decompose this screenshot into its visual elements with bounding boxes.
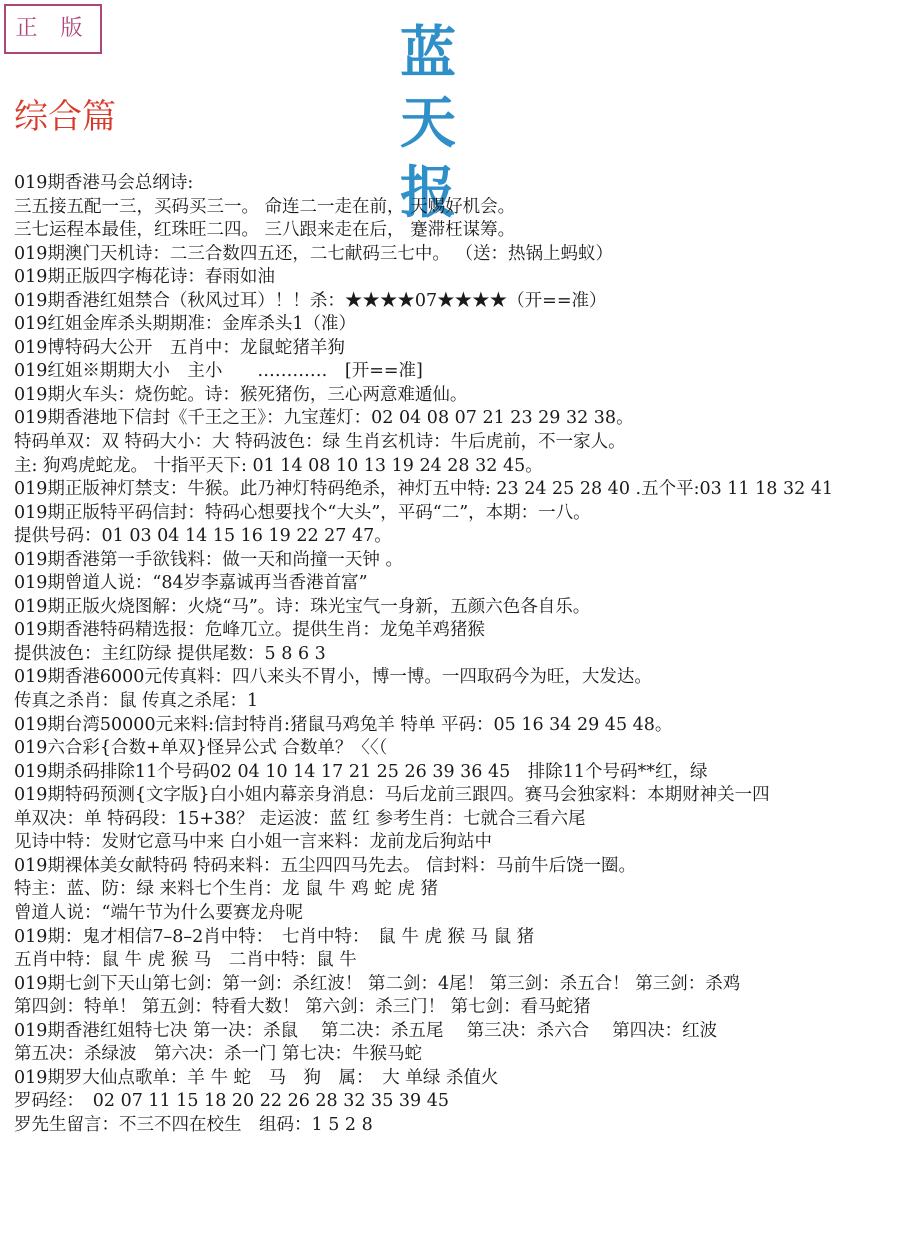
text-line: 019期正版火烧图解：火烧“马”。诗：珠光宝气一身新，五颜六色各自乐。: [14, 596, 591, 617]
text-line: 见诗中特：发财它意马中来 白小姐一言来料：龙前龙后狗站中: [14, 832, 493, 853]
text-line: 019期台湾50000元来料:信封特肖:猪鼠马鸡兔羊 特单 平码：05 16 34 29 45 48。: [14, 714, 673, 735]
text-line: 第四剑：特单！ 第五剑：特看大数！ 第六剑：杀三门！ 第七剑：看马蛇猪: [14, 997, 591, 1018]
text-line: 019红姐※期期大小 主小 ………… [开==准]: [14, 361, 423, 382]
text-line: 019期澳门天机诗：二三合数四五还，二七献码三七中。 （送：热锅上蚂蚁）: [14, 243, 613, 264]
text-line: 提供号码：01 03 04 14 15 16 19 22 27 47。: [14, 526, 392, 547]
page-title: 蓝 天 报: [400, 20, 520, 226]
text-line: 019期七剑下天山第七剑：第一剑：杀红波！ 第二剑：4尾！ 第三剑：杀五合！ 第三剑：杀鸡: [14, 973, 741, 994]
text-line: 019期香港红姐禁合（秋风过耳）！！杀：★★★★07★★★★（开==准）: [14, 290, 607, 311]
text-line: 019期：鬼才相信7–8–2肖中特： 七肖中特： 鼠 牛 虎 猴 马 鼠 猪: [14, 926, 535, 947]
text-line: 五肖中特：鼠 牛 虎 猴 马 二肖中特：鼠 牛: [14, 950, 357, 971]
text-line: 提供波色：主红防绿 提供尾数：5 8 6 3: [14, 643, 326, 664]
text-line: 019期香港红姐特七决 第一决：杀鼠 第二决：杀五尾 第三决：杀六合 第四决：红波: [14, 1020, 718, 1041]
text-line: 019期香港马会总纲诗:: [14, 173, 194, 193]
content-body: [14, 172, 896, 1137]
text-line: 019红姐金库杀头期期准：金库杀头1（准）: [14, 314, 357, 335]
text-line: 019期香港特码精选报：危峰兀立。提供生肖：龙兔羊鸡猪猴: [14, 620, 485, 641]
text-line: 019期正版神灯禁支：牛猴。此乃神灯特码绝杀，神灯五中特: 23 24 25 28 40 .五个平:03 11 18 32 41: [14, 479, 834, 500]
text-line: 特码单双：双 特码大小：大 特码波色：绿 生肖玄机诗：牛后虎前，不一家人。: [14, 432, 626, 453]
text-line: 019六合彩{合数+单双}怪异公式 合数单？〈〈（: [14, 738, 388, 759]
text-line: 019期正版特平码信封：特码心想要找个“大头”，平码“二”，本期：一八。: [14, 502, 591, 523]
text-line: 019博特码大公开 五肖中：龙鼠蛇猪羊狗: [14, 337, 345, 358]
text-line: 019期火车头：烧伤蛇。诗：猴死猪伤，三心两意难遁仙。: [14, 384, 468, 405]
text-line: 罗码经： 02 07 11 15 18 20 22 26 28 32 35 39 45: [14, 1091, 449, 1112]
text-line: 第五决：杀绿波 第六决：杀一门 第七决：牛猴马蛇: [14, 1044, 423, 1065]
text-line: 曾道人说：“端午节为什么要赛龙舟呢: [14, 902, 303, 923]
text-line: 019期曾道人说：“84岁李嘉诚再当香港首富”: [14, 573, 368, 594]
text-line: 单双决：单 特码段：15+38？ 走运波：蓝 红 参考生肖：七就合三看六尾: [14, 808, 586, 829]
text-line: 019期特码预测{文字版}白小姐内幕亲身消息：马后龙前三跟四。赛马会独家料：本期财神关一四: [14, 785, 770, 806]
section-heading: 综合篇: [14, 97, 116, 137]
text-line: 三五接五配一三，买码买三一。 命连二一走在前， 天赐好机会。: [14, 196, 516, 217]
text-line: 019期杀码排除11个号码02 04 10 14 17 21 25 26 39 36 45 排除11个号码**红，绿: [14, 761, 708, 782]
text-line: 019期香港地下信封《千王之王》：九宝莲灯：02 04 08 07 21 23 29 32 38。: [14, 408, 634, 429]
text-line: 罗先生留言：不三不四在校生 组码：1 5 2 8: [14, 1114, 373, 1135]
text-line: 传真之杀肖：鼠 传真之杀尾：1: [14, 691, 259, 712]
text-line: 三七运程本最佳，红珠旺二四。 三八跟来走在后， 蹇滞枉谋筹。: [14, 220, 516, 241]
text-line: 019期香港6000元传真料：四八来头不胃小，博一博。一四取码今为旺，大发达。: [14, 667, 652, 688]
text-line: 019期罗大仙点歌单：羊 牛 蛇 马 狗 属： 大 单绿 杀值火: [14, 1067, 499, 1088]
text-line: 019期裸体美女献特码 特码来料：五尘四四马先去。 信封料：马前牛后饶一圈。: [14, 855, 637, 876]
text-line: 主: 狗鸡虎蛇龙。 十指平天下: 01 14 08 10 13 19 24 28 32 45。: [14, 455, 543, 476]
edition-badge: 正 版: [4, 4, 102, 54]
text-line: 019期香港第一手欲钱料：做一天和尚撞一天钟 。: [14, 549, 403, 570]
text-line: 019期正版四字梅花诗：春雨如油: [14, 267, 275, 288]
text-line: 特主：蓝、防：绿 来料七个生肖：龙 鼠 牛 鸡 蛇 虎 猪: [14, 879, 438, 900]
